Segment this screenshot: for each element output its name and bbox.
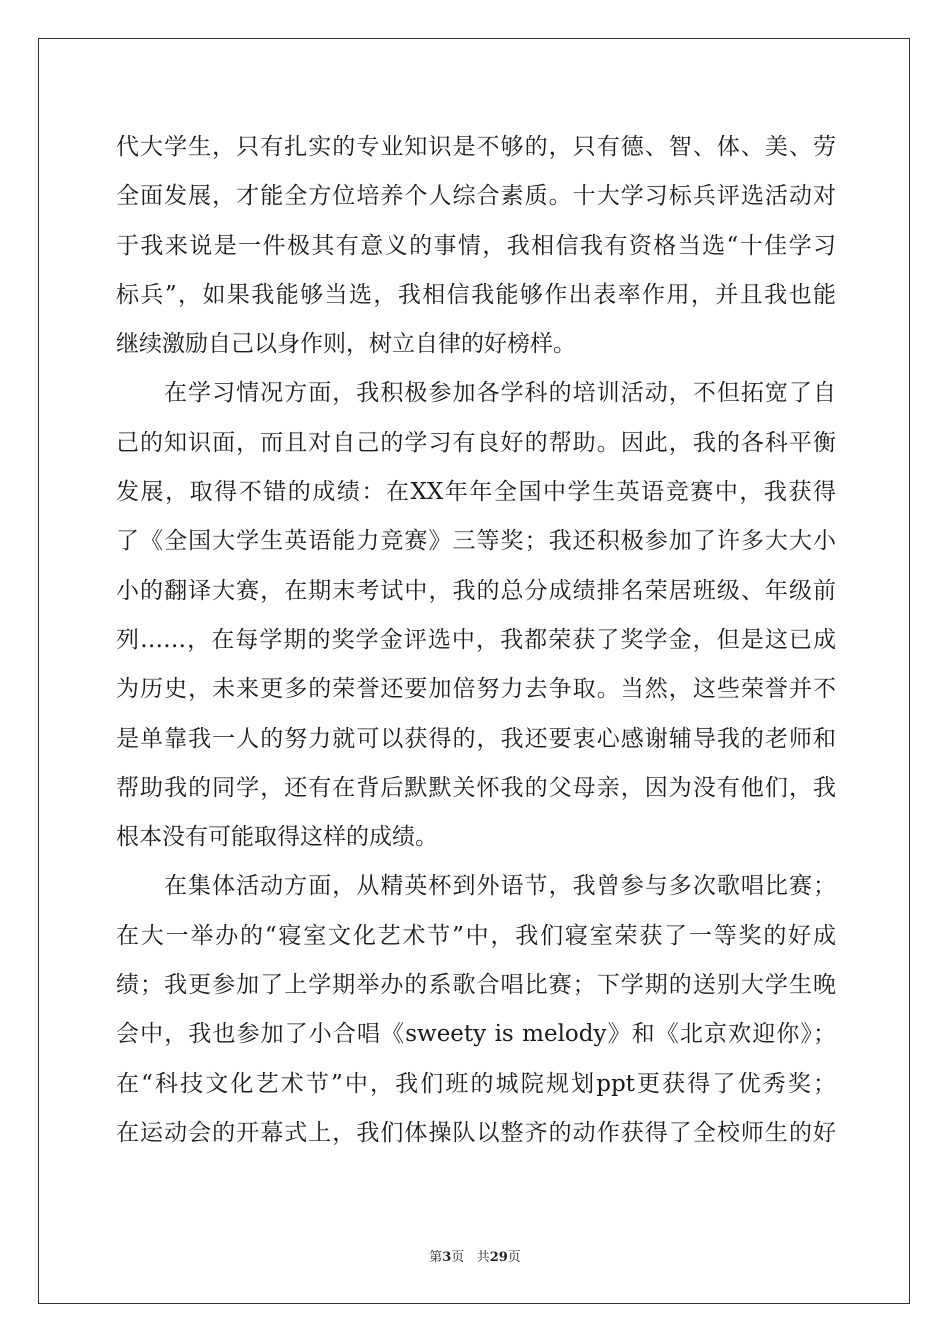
text-line: 在集体活动方面，从精英杯到外语节，我曾参与多次歌唱比赛； — [164, 873, 836, 900]
text-line: 会中，我也参加了小合唱《sweety is melody》和《北京欢迎你》； — [116, 1021, 836, 1048]
page-label-suffix: 页 — [451, 1250, 465, 1265]
text-line: 为历史，未来更多的荣誉还要加倍努力去争取。当然，这些荣誉并不 — [116, 676, 836, 703]
total-page-number: 29 — [489, 1250, 508, 1265]
text-line: 列……，在每学期的奖学金评选中，我都荣获了奖学金，但是这已成 — [116, 626, 836, 653]
total-label-prefix: 共 — [476, 1250, 490, 1265]
document-body — [116, 128, 836, 1163]
text-line: 全面发展，才能全方位培养个人综合素质。十大学习标兵评选活动对 — [116, 183, 836, 210]
current-page-number: 3 — [442, 1250, 452, 1265]
text-line: 在大一举办的“寝室文化艺术节”中，我们寝室荣获了一等奖的好成 — [116, 922, 836, 949]
text-line: 己的知识面，而且对自己的学习有良好的帮助。因此，我的各科平衡 — [116, 429, 836, 456]
text-line: 发展，取得不错的成绩：在XX年年全国中学生英语竞赛中，我获得 — [116, 479, 836, 506]
text-line: 标兵”，如果我能够当选，我相信我能够作出表率作用，并且我也能 — [116, 281, 836, 308]
text-line: 在“科技文化艺术节”中，我们班的城院规划ppt更获得了优秀奖； — [116, 1070, 836, 1097]
text-line: 帮助我的同学，还有在背后默默关怀我的父母亲，因为没有他们，我 — [116, 774, 836, 801]
page-label-prefix: 第 — [429, 1250, 443, 1265]
text-line: 继续激励自己以身作则，树立自律的好榜样。 — [116, 331, 576, 358]
text-line: 于我来说是一件极其有意义的事情，我相信我有资格当选“十佳学习 — [116, 232, 836, 259]
page-footer — [0, 1246, 950, 1265]
text-line: 在运动会的开幕式上，我们体操队以整齐的动作获得了全校师生的好 — [116, 1119, 836, 1146]
text-line: 绩；我更参加了上学期举办的系歌合唱比赛；下学期的送别大学生晚 — [116, 972, 836, 999]
text-line: 是单靠我一人的努力就可以获得的，我还要衷心感谢辅导我的老师和 — [116, 725, 836, 752]
text-line: 在学习情况方面，我积极参加各学科的培训活动，不但拓宽了自 — [164, 380, 836, 407]
text-line: 小的翻译大赛，在期末考试中，我的总分成绩排名荣居班级、年级前 — [116, 577, 836, 604]
text-line: 了《全国大学生英语能力竞赛》三等奖；我还积极参加了许多大大小 — [116, 528, 836, 555]
total-label-suffix: 页 — [507, 1250, 521, 1265]
text-line: 根本没有可能取得这样的成绩。 — [116, 824, 438, 851]
text-line: 代大学生，只有扎实的专业知识是不够的，只有德、智、体、美、劳 — [116, 134, 836, 160]
